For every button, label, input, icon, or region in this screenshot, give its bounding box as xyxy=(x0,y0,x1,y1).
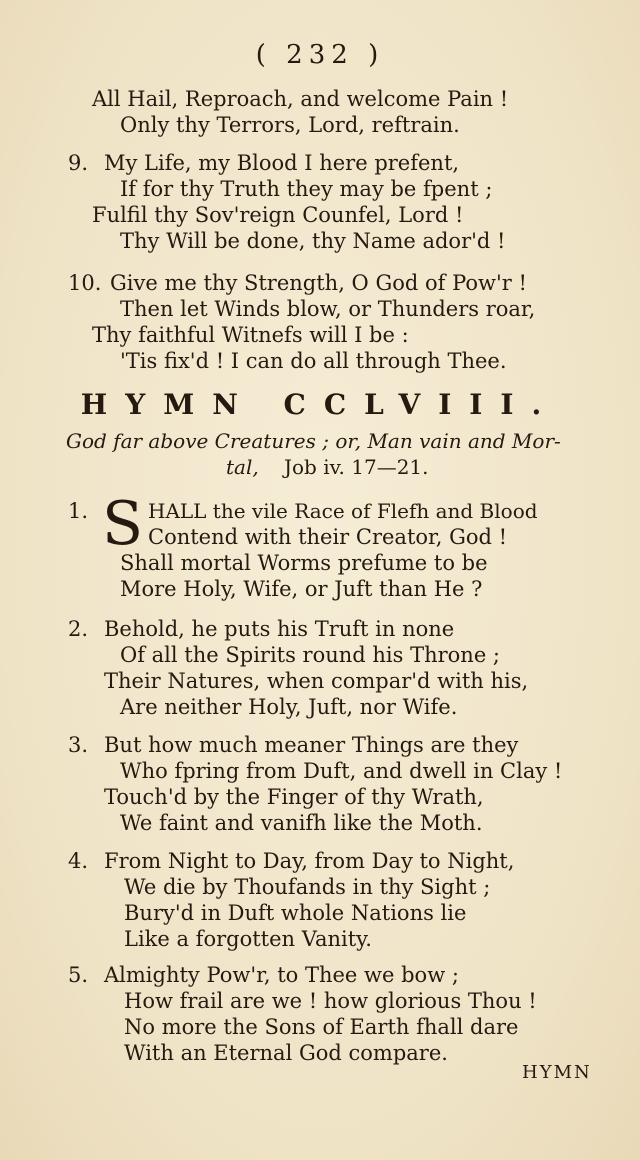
verse-line: We die by Thoufands in thy Sight ; xyxy=(124,875,491,899)
stanza-number: 4. xyxy=(68,849,89,873)
hymn-title: HYMN CCLVIII. xyxy=(80,388,560,421)
verse-line: How frail are we ! how glorious Thou ! xyxy=(124,989,537,1013)
verse-line: Contend with their Creator, God ! xyxy=(148,525,508,549)
stanza-number: 1. xyxy=(68,499,89,523)
catchword: HYMN xyxy=(522,1062,592,1083)
verse-line: Then let Winds blow, or Thunders roar, xyxy=(120,297,536,321)
stanza-number: 9. xyxy=(68,151,89,175)
verse-line: Fulfil thy Sov'reign Counfel, Lord ! xyxy=(92,203,464,227)
verse-line: Touch'd by the Finger of thy Wrath, xyxy=(104,785,484,809)
stanza-number: 10. xyxy=(68,271,102,295)
verse-line: With an Eternal God compare. xyxy=(124,1041,448,1065)
verse-line: No more the Sons of Earth fhall dare xyxy=(124,1015,519,1039)
verse-line: If for thy Truth they may be fpent ; xyxy=(120,177,493,201)
verse-line: HALL the vile Race of Flefh and Blood xyxy=(148,499,538,523)
verse-line: We faint and vanifh like the Moth. xyxy=(120,811,483,835)
stanza-number: 3. xyxy=(68,733,89,757)
verse-line: Thy faithful Witnefs will I be : xyxy=(92,323,409,347)
scripture-reference: Job iv. 17—21. xyxy=(284,455,429,479)
verse-line: Of all the Spirits round his Throne ; xyxy=(120,643,501,667)
verse-line: Behold, he puts his Truft in none xyxy=(104,617,455,641)
stanza-number: 5. xyxy=(68,963,89,987)
drop-cap: S xyxy=(102,489,144,559)
verse-line: Only thy Terrors, Lord, reftrain. xyxy=(120,113,460,137)
verse-line: Shall mortal Worms prefume to be xyxy=(120,551,488,575)
verse-line: From Night to Day, from Day to Night, xyxy=(104,849,515,873)
verse-line: Bury'd in Duft whole Nations lie xyxy=(124,901,467,925)
verse-line: Almighty Pow'r, to Thee we bow ; xyxy=(104,963,459,987)
verse-line: My Life, my Blood I here prefent, xyxy=(104,151,460,175)
verse-line: Like a forgotten Vanity. xyxy=(124,927,372,951)
verse-line: But how much meaner Things are they xyxy=(104,733,519,757)
verse-line: All Hail, Reproach, and welcome Pain ! xyxy=(92,87,509,111)
verse-line: 'Tis fix'd ! I can do all through Thee. xyxy=(120,349,507,373)
hymn-subtitle: God far above Creatures ; or, Man vain and Mor- xyxy=(66,429,561,453)
hymn-subtitle-end: tal, xyxy=(226,455,259,479)
verse-line: Their Natures, when compar'd with his, xyxy=(104,669,529,693)
verse-line: Thy Will be done, thy Name ador'd ! xyxy=(120,229,506,253)
stanza-number: 2. xyxy=(68,617,89,641)
page-number: ( 232 ) xyxy=(255,40,385,70)
verse-line: More Holy, Wife, or Juft than He ? xyxy=(120,577,483,601)
verse-line: Give me thy Strength, O God of Pow'r ! xyxy=(110,271,527,295)
verse-line: Who fpring from Duft, and dwell in Clay ! xyxy=(120,759,563,783)
verse-line: Are neither Holy, Juft, nor Wife. xyxy=(120,695,458,719)
